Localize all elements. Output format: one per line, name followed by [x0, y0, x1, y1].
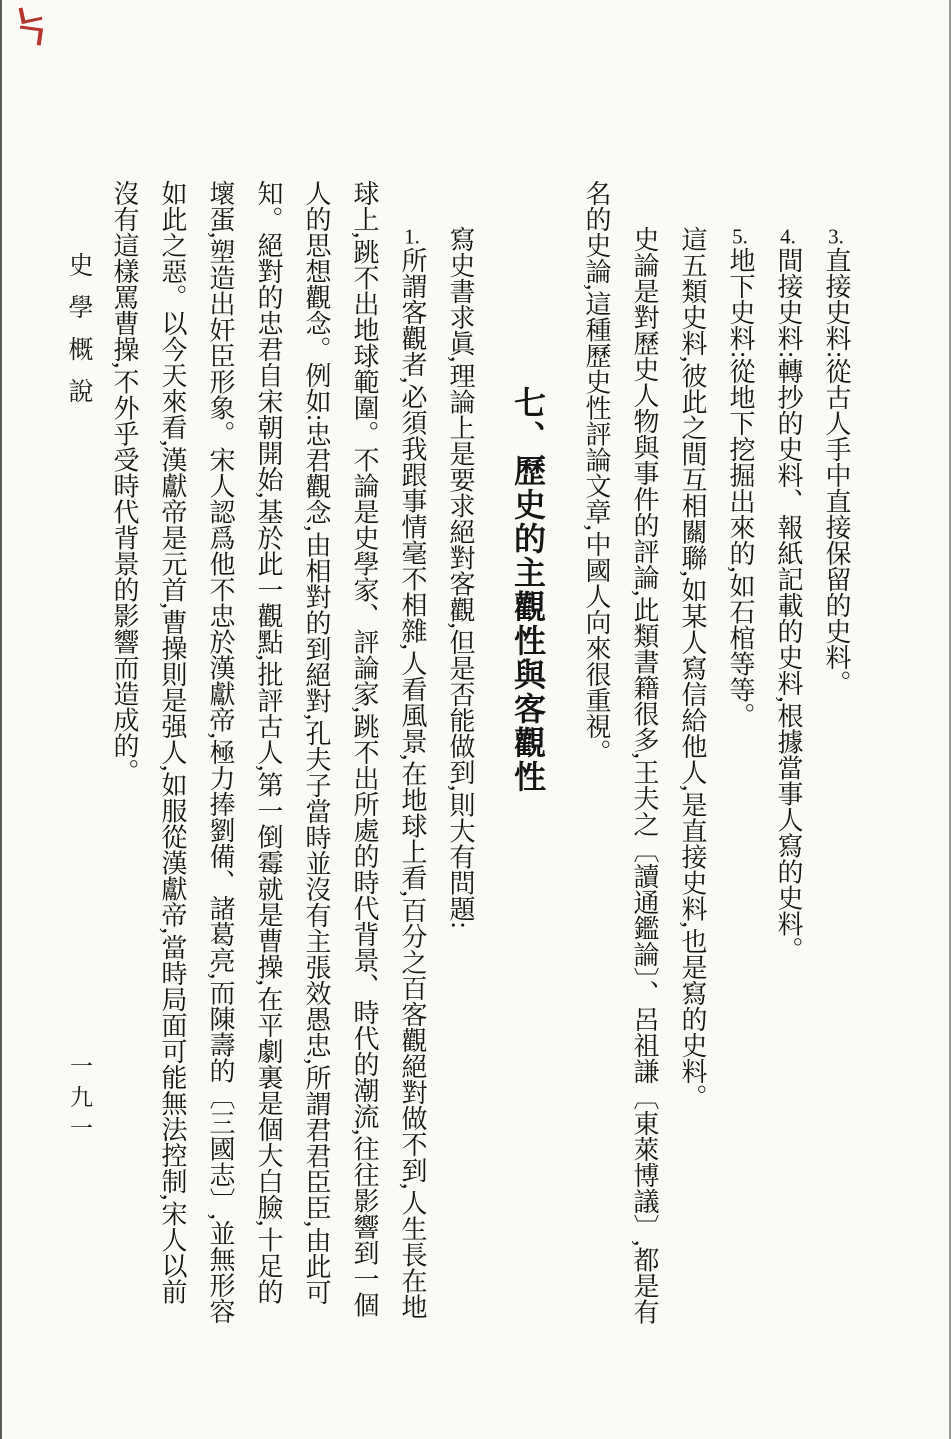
sources-summary-paragraph: 這五類史料,彼此之間互相關聯,如某人寫信給他人,是直接史料,也是寫的史料。 [678, 226, 707, 1110]
main-text-block [100, 180, 860, 1330]
red-ink-marks [16, 4, 50, 50]
item-text: 地下史料:從地下挖掘出來的,如石棺等等。 [726, 247, 755, 729]
objectivity-item-1 [100, 180, 436, 1330]
item-number: 5. [732, 226, 748, 247]
item-number: 1. [404, 226, 420, 247]
item-text: 直接史料:從古人手中直接保留的史料。 [822, 247, 851, 697]
red-ink-mark [18, 25, 43, 45]
red-ink-mark [19, 4, 43, 24]
item-text: 所謂客觀者,必須我跟事情毫不相雜,人看風景,在地球上看,百分之百客觀絕對做不到,人生長在地球上,跳不出地球範圍。不論是史學家、評論家,跳不出所處的時代背景、時代的潮流,往往影響到一個人的思想觀念。例如:忠君觀念,由相對的到絕對,孔夫子當時並沒有主張效愚忠,所謂君君臣臣,由此可知。絕對的忠君自宋朝開始,基於此一觀點,批評古人,第一倒霉就是曹操,在平劇裏是個大白臉,十足的壞蛋,塑造出奸臣形象。宋人認爲他不忠於漢獻帝,極力捧劉備、諸葛亮,而陳壽的〔三國志〕,並無形容如此之惡。以今天來看,漢獻帝是元首,曹操則是强人,如服從漢獻帝,當時局面可能無法控制,宋人以前沒有這樣罵曹操,不外乎受時代背景的影響而造成的。 [110, 180, 427, 1324]
source-type-item-3 [812, 180, 860, 1330]
section-heading: 七、歷史的主觀性與客觀性 [510, 386, 546, 794]
source-type-item-5 [716, 180, 764, 1330]
item-number: 3. [828, 226, 844, 247]
page-number: 一九一 [67, 1054, 92, 1147]
item-text: 間接史料:轉抄的史料、報紙記載的史料,根據當事人寫的史料。 [774, 247, 803, 963]
item-number: 4. [780, 226, 796, 247]
scan-edge-left [0, 0, 2, 1439]
source-type-item-4 [764, 180, 812, 1330]
section-intro-paragraph: 寫史書求眞,理論上是要求絕對客觀,但是否能做到,則大有問題: [446, 226, 475, 929]
shilun-paragraph: 史論是對歷史人物與事件的評論,此類書籍很多,王夫之〔讀通鑑論〕、呂祖謙〔東萊博議〕,都是有名的史論,這種歷史性評論文章,中國人向來很重視。 [582, 180, 659, 1325]
running-title: 史學概說 [65, 252, 92, 420]
